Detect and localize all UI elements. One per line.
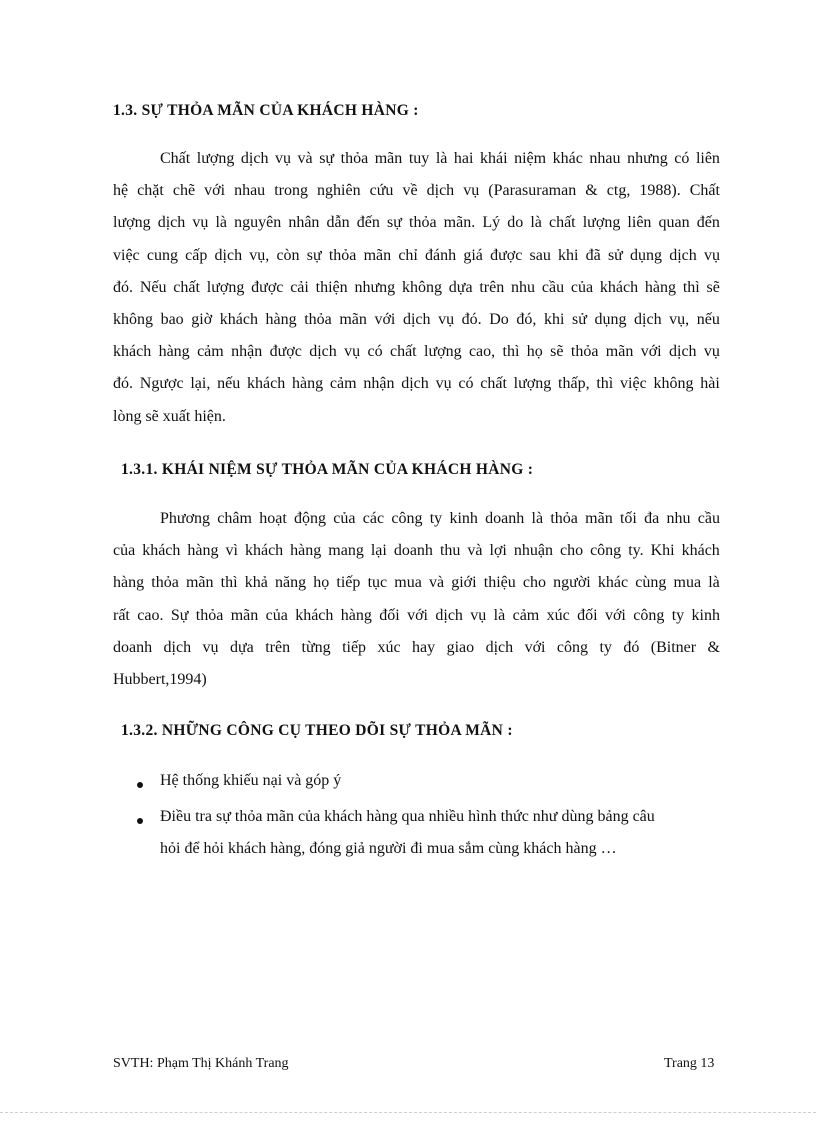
paragraph-line-text: đó. Nếu chất lượng được cải thiện nhưng không dựa trên nhu cầu của khách hàng thì sẽ	[113, 278, 720, 296]
paragraph-line-text: lượng dịch vụ là nguyên nhân dẫn đến sự thỏa mãn. Lý do là chất lượng liên quan đến	[113, 214, 720, 232]
paragraph-1-3	[113, 150, 720, 440]
paragraph-line	[113, 607, 720, 625]
section-heading-1-3-2: 1.3.2. NHỮNG CÔNG CỤ THEO DÕI SỰ THỎA MÃN :	[121, 722, 513, 739]
paragraph-line-text: việc cung cấp dịch vụ, còn sự thỏa mãn chỉ đánh giá được sau khi đã sử dụng dịch vụ	[113, 246, 720, 264]
paragraph-line	[113, 574, 720, 592]
section-heading-1-3: 1.3. SỰ THỎA MÃN CỦA KHÁCH HÀNG :	[113, 102, 419, 119]
paragraph-line-text: Phương châm hoạt động của các công ty kinh doanh là thỏa mãn tối đa nhu cầu	[160, 510, 720, 527]
paragraph-line-text: hệ chặt chẽ với nhau trong nghiên cứu về dịch vụ (Parasuraman & ctg, 1988). Chất	[113, 182, 720, 200]
paragraph-line	[113, 542, 720, 560]
paragraph-line-text: không bao giờ khách hàng thỏa mãn với dịch vụ đó. Do đó, khi sử dụng dịch vụ, nếu	[113, 311, 720, 328]
paragraph-1-3-1	[113, 510, 720, 710]
paragraph-line	[113, 343, 720, 361]
section-heading-1-3-1: 1.3.1. KHÁI NIỆM SỰ THỎA MÃN CỦA KHÁCH HÀNG :	[121, 461, 534, 478]
paragraph-line	[113, 408, 720, 426]
bullet-marker	[137, 818, 143, 824]
paragraph-line	[113, 247, 720, 265]
paragraph-line-text: Chất lượng dịch vụ và sự thỏa mãn tuy là hai khái niệm khác nhau nhưng có liên	[160, 150, 720, 167]
paragraph-line	[160, 150, 720, 168]
bullet-item-line: Hệ thống khiếu nại và góp ý	[160, 772, 342, 789]
bullet-item-line: Điều tra sự thỏa mãn của khách hàng qua nhiều hình thức như dùng bảng câu	[160, 808, 655, 825]
bullet-marker	[137, 782, 143, 788]
paragraph-line	[113, 311, 720, 329]
paragraph-line	[113, 182, 720, 200]
page-bottom-border	[0, 1112, 816, 1113]
paragraph-line-text: hàng thỏa mãn thì khả năng họ tiếp tục mua và giới thiệu cho người khác cùng mua là	[113, 574, 720, 592]
paragraph-line	[113, 375, 720, 393]
paragraph-line-text: của khách hàng vì khách hàng mang lại doanh thu và lợi nhuận cho công ty. Khi khách	[113, 542, 720, 560]
paragraph-line	[113, 214, 720, 232]
paragraph-line	[160, 510, 720, 528]
paragraph-line-text: Hubbert,1994)	[113, 671, 207, 688]
paragraph-line-text: doanh dịch vụ dựa trên từng tiếp xúc hay giao dịch với công ty đó (Bitner &	[113, 638, 720, 656]
paragraph-line-text: lòng sẽ xuất hiện.	[113, 407, 226, 425]
paragraph-line	[113, 639, 720, 657]
paragraph-line-text: đó. Ngược lại, nếu khách hàng cảm nhận dịch vụ có chất lượng thấp, thì việc không hài	[113, 375, 720, 393]
bullet-item-line: hỏi để hỏi khách hàng, đóng giả người đi mua sắm cùng khách hàng …	[160, 840, 617, 857]
paragraph-line	[113, 671, 720, 689]
paragraph-line-text: rất cao. Sự thỏa mãn của khách hàng đối với dịch vụ là cảm xúc đối với công ty kinh	[113, 606, 720, 624]
footer-page-number: Trang 13	[664, 1056, 715, 1071]
footer-author: SVTH: Phạm Thị Khánh Trang	[113, 1056, 289, 1071]
paragraph-line-text: khách hàng cảm nhận được dịch vụ có chất lượng cao, thì họ sẽ thỏa mãn với dịch vụ	[113, 343, 720, 361]
paragraph-line	[113, 279, 720, 297]
